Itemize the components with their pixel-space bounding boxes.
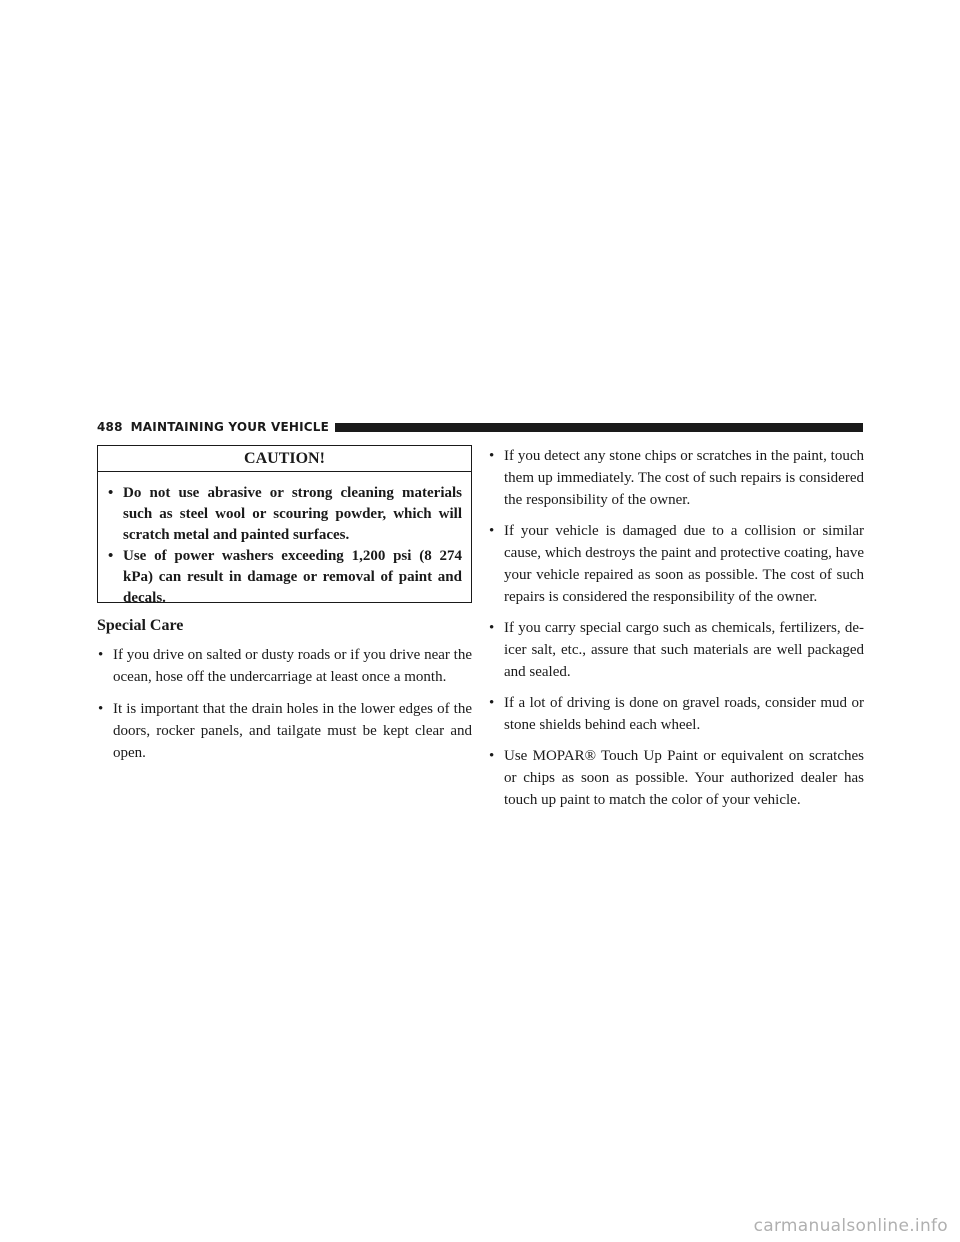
care-tips-list — [488, 445, 864, 811]
bullet-icon: • — [489, 523, 495, 539]
bullet-icon: • — [489, 448, 495, 464]
caution-list — [98, 472, 471, 609]
list-item — [97, 644, 472, 688]
caution-box — [97, 445, 472, 606]
bullet-icon: • — [489, 695, 495, 711]
bullet-icon: • — [489, 620, 495, 636]
bullet-icon: • — [108, 548, 114, 564]
caution-title: CAUTION! — [98, 446, 471, 472]
list-item-text: It is important that the drain holes in the lower edges of the doors, rocker panels, and tailgate must be kept clear and open. — [113, 701, 472, 761]
list-item-text: If you detect any stone chips or scratches in the paint, touch them up immediately. The cost of such repairs is considered the responsibility of the owner. — [504, 448, 864, 508]
page-number: 488 — [97, 420, 123, 434]
list-item — [488, 445, 864, 511]
caution-item-text: Use of power washers exceeding 1,200 psi (8 274 kPa) can result in damage or removal of paint and decals. — [123, 548, 462, 606]
bullet-icon: • — [489, 748, 495, 764]
caution-item — [107, 546, 462, 609]
list-item — [488, 692, 864, 736]
list-item — [488, 617, 864, 683]
bullet-icon: • — [98, 701, 104, 717]
list-item-text: If your vehicle is damaged due to a collision or similar cause, which destroys the paint and protective coating, have your vehicle repaired as soon as possible. The cost of such repairs is considered the responsibility of the owner. — [504, 523, 864, 605]
right-column — [488, 445, 864, 820]
list-item-text: If you drive on salted or dusty roads or if you drive near the ocean, hose off the undercarriage at least once a month. — [113, 647, 472, 685]
list-item-text: If a lot of driving is done on gravel roads, consider mud or stone shields behind each wheel. — [504, 695, 864, 733]
special-care-list — [97, 644, 472, 764]
bullet-icon: • — [98, 647, 104, 663]
list-item — [488, 745, 864, 811]
list-item — [488, 520, 864, 608]
header-rule — [335, 423, 863, 432]
left-column — [97, 445, 472, 774]
page-header — [97, 419, 863, 435]
watermark: carmanualsonline.info — [753, 1216, 948, 1236]
caution-item — [107, 483, 462, 546]
list-item-text: Use MOPAR® Touch Up Paint or equivalent on scratches or chips as soon as possible. Your authorized dealer has touch up paint to match the color of your vehicle. — [504, 748, 864, 808]
section-title: MAINTAINING YOUR VEHICLE — [130, 420, 330, 434]
caution-item-text: Do not use abrasive or strong cleaning materials such as steel wool or scouring powder, which will scratch metal and painted surfaces. — [123, 485, 462, 543]
bullet-icon: • — [108, 485, 114, 501]
list-item-text: If you carry special cargo such as chemicals, fertilizers, de-icer salt, etc., assure that such materials are well packaged and sealed. — [504, 620, 864, 680]
special-care-heading: Special Care — [97, 617, 184, 634]
list-item — [97, 698, 472, 764]
